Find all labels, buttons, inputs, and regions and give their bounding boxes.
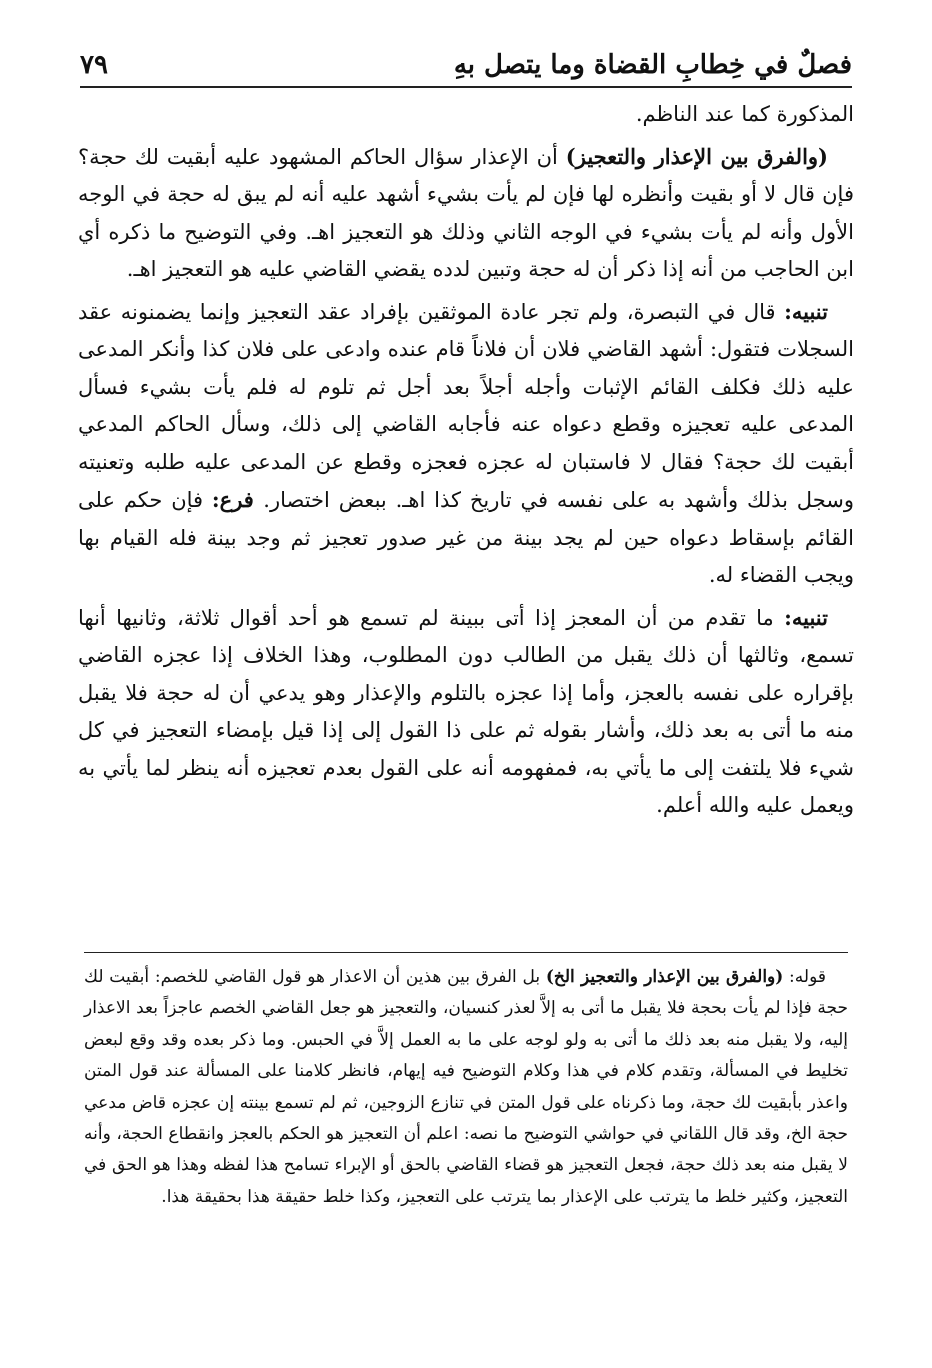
paragraph-body: أن الإعذار سؤال الحاكم المشهود عليه أبقيت لك حجة؟ فإن قال لا أو بقيت وأنظره لها فإن لم يأت بشيء أشهد عليه أنه لم يبق له حجة في الوجه الأول وأنه لم يأت بشيء في الوجه الثاني وذلك هو التعجيز اهـ. وفي التوضيح ما ذكره أي ابن الحاجب من أنه إذا ذكر أن له حجة وتبين لدده يقضي القاضي عليه هو التعجيز اهـ. [78, 144, 854, 281]
paragraph-continuation: المذكورة كما عند الناظم. [635, 102, 854, 126]
branch-label: فرع: [211, 487, 264, 512]
paragraph-body: قال في التبصرة، ولم تجر عادة الموثقين بإفراد عقد التعجيز وإنما يضمنونه عقد السجلات فتقول: أشهد القاضي فلان أن فلاناً قام عنده وادعى على فلان كذا وأنكر المدعى عليه ذلك فكلف القائم الإثبات وأجله أجلاً بعد أجل ثم تلوم له فلم يأت بشيء فسأل المدعى عليه تعجيزه وقطع دعواه عنه فأجابه القاضي إلى ذلك، وسأل الحاكم المدعي أبقيت لك حجة؟ فقال لا فاستبان له عجزه فعجزه وقطع عن المدعى عليه طلبه وتعنيته وسجل بذلك وأشهد به على نفسه في تاريخ كذا اهـ. ببعض اختصار. [78, 299, 854, 512]
paragraph-note-2 [78, 599, 854, 825]
paragraph-body: ما تقدم من أن المعجز إذا أتى ببينة لم تسمع هو أحد أقوال ثلاثة، وثانيها أنها تسمع، وثالثها أن ذلك يقبل من الطالب دون المطلوب، وهذا الخلاف إذا عجزه القاضي بإقراره على نفسه بالعجز، وأما إذا عجزه بالتلوم والإعذار وهو يدعي أن له حجة فلا يقبل منه ما أتى به بعد ذلك، وأشار بقوله ثم على ذا القول إلى إذا قيل بإمضاء التعجيز في كل شيء فلا يلتفت إلى ما يأتي به، فمفهومه أنه على القول بعدم تعجيزه أنه ينظر لما يأتي به ويعمل عليه والله أعلم. [78, 605, 854, 817]
note-label: تنبيه: [784, 604, 828, 630]
footnote-lead: (والفرق بين الإعذار والتعجيز الخ) [545, 967, 784, 987]
footnote-rule [84, 952, 848, 953]
paragraph-note-1 [78, 293, 854, 595]
page-number: ٧٩ [80, 50, 108, 80]
paragraph-distinction [78, 138, 854, 289]
header-rule [80, 86, 852, 88]
footnotes [84, 962, 848, 1213]
main-text [78, 96, 854, 825]
paragraph-body: فإن حكم على القائم بإسقاط دعواه حين لم يجد بينة من غير صدور تعجيز ثم وجد بينة فله القيام بها ويجب القضاء له. [78, 488, 854, 587]
page-header [80, 42, 852, 88]
footnote-body: بل الفرق بين هذين أن الاعذار هو قول القاضي للخصم: أبقيت لك حجة فإذا لم يأت بحجة فلا يقبل ما أتى به إلاَّ لعذر كنسيان، والتعجيز هو جعل القاضي الخصم عاجزاً بعد الاعذار إليه، ولا يقبل منه بعد ذلك ما أتى به ولو لوجه على ما به العمل إلاَّ في الحبس. وما ذكر بعده وقد وقع لبعض تخليط في المسألة، وتقدم كلام في هذا وكلام التوضيح فيه إيهام، فانظر كلامنا على المسألة عند قول المتن واعذر بأبقيت لك حجة، وما ذكرناه على قول المتن في تنازع الزوجين، ثم لم تسمع بينته إن عجزه قاض مدعي حجة الخ، وقد قال اللقاني في حواشي التوضيح ما نصه: اعلم أن التعجيز هو الحكم بالعجز وانقطاع الحجة، وأنه لا يقبل منه بعد ذلك حجة، فجعل التعجيز هو قضاء القاضي بالحق أو الإبراء تسامح هذا لفظه وهذا هو الحق في التعجيز، وكثير خلط ما يترتب على الإعذار بما يترتب على التعجيز، وكذا خلط حقيقة هذا بحقيقة هذا. [84, 967, 848, 1207]
running-title: فصلٌ في خِطابِ القضاة وما يتصل بهِ [453, 50, 852, 80]
paragraph-lead: (والفرق بين الإعذار والتعجيز) [565, 143, 828, 169]
footnote-intro: قوله: [783, 967, 826, 987]
footnote [84, 962, 848, 1213]
note-label: تنبيه: [784, 298, 828, 324]
